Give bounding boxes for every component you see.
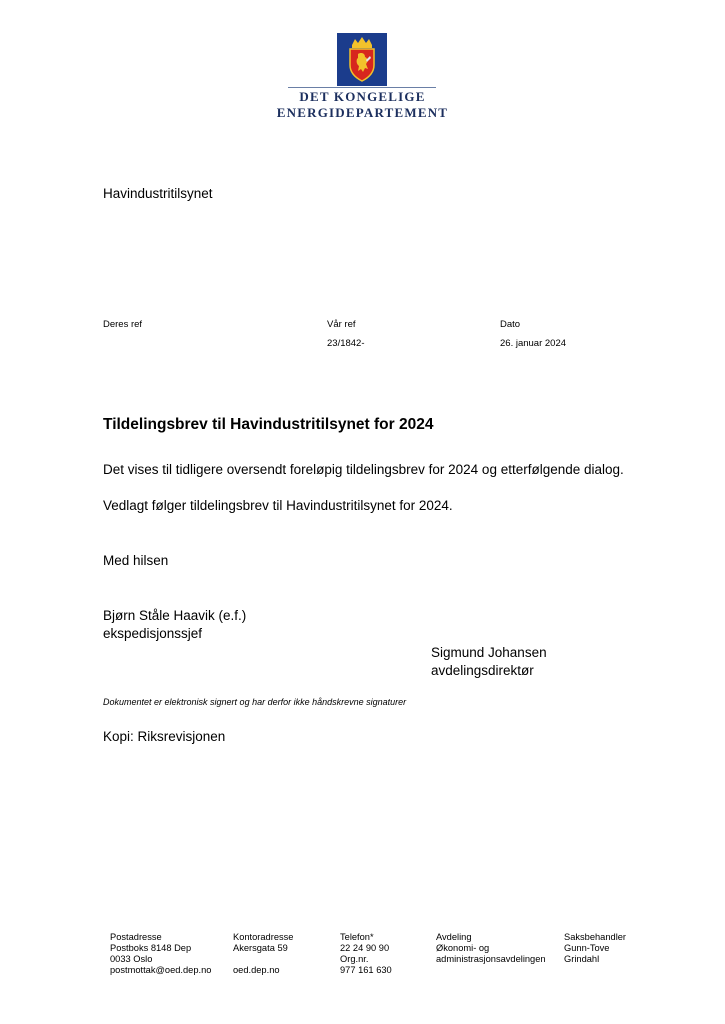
recipient: Havindustritilsynet: [103, 186, 213, 201]
ministry-name-line2: ENERGIDEPARTEMENT: [276, 105, 449, 120]
signer-1-title: ekspedisjonssjef: [103, 626, 203, 641]
signature-note: Dokumentet er elektronisk signert og har derfor ikke håndskrevne signaturer: [103, 697, 407, 707]
footer-saksbehandler-line: Gunn-Tove: [564, 943, 610, 953]
footer-postadresse-line: 0033 Oslo: [110, 954, 153, 964]
paragraph-2: Vedlagt følger tildelingsbrev til Havindustritilsynet for 2024.: [103, 498, 453, 513]
norwegian-coat-of-arms-icon: [337, 33, 387, 86]
greeting: Med hilsen: [103, 553, 169, 568]
footer-telefon-label: Telefon*: [340, 932, 374, 942]
var-ref-label: Vår ref: [327, 319, 356, 330]
footer-kontoradresse-line: Akersgata 59: [233, 943, 288, 953]
dato-label: Dato: [500, 319, 521, 330]
deres-ref-label: Deres ref: [103, 319, 143, 330]
footer-saksbehandler: [564, 932, 626, 965]
footer-avdeling-label: Avdeling: [436, 932, 472, 942]
copy-recipient: Kopi: Riksrevisjonen: [103, 729, 226, 744]
footer-orgnr-value: 977 161 630: [340, 965, 392, 975]
ministry-name-line1: DET KONGELIGE: [299, 89, 426, 104]
footer-postadresse: [110, 932, 211, 976]
footer-saksbehandler-line: Grindahl: [564, 954, 600, 964]
footer-orgnr-label: Org.nr.: [340, 954, 369, 964]
footer-telefon-number: 22 24 90 90: [340, 943, 390, 953]
paragraph-1: Det vises til tidligere oversendt foreløpig tildelingsbrev for 2024 og etterfølgende dialog.: [103, 462, 624, 477]
letter-title: Tildelingsbrev til Havindustritilsynet for 2024: [103, 416, 434, 433]
footer-website[interactable]: oed.dep.no: [233, 965, 280, 975]
footer-saksbehandler-label: Saksbehandler: [564, 932, 627, 942]
signer-2-title: avdelingsdirektør: [431, 663, 534, 678]
footer-avdeling: [436, 932, 546, 965]
var-ref-value: 23/1842-: [327, 338, 365, 349]
header-rule: [288, 87, 436, 88]
footer-avdeling-line: Økonomi- og: [436, 943, 490, 953]
signer-2-name: Sigmund Johansen: [431, 645, 547, 660]
footer-postadresse-label: Postadresse: [110, 932, 162, 942]
footer-kontoradresse-blank: [233, 954, 293, 965]
signer-1-name: Bjørn Ståle Haavik (e.f.): [103, 608, 247, 623]
footer-kontoradresse-label: Kontoradresse: [233, 932, 294, 942]
footer-telefon: [340, 932, 392, 976]
footer-email[interactable]: postmottak@oed.dep.no: [110, 965, 212, 975]
footer-postadresse-line: Postboks 8148 Dep: [110, 943, 192, 953]
footer-kontoradresse: [233, 932, 293, 976]
footer-avdeling-line: administrasjonsavdelingen: [436, 954, 546, 964]
dato-value: 26. januar 2024: [500, 338, 567, 349]
